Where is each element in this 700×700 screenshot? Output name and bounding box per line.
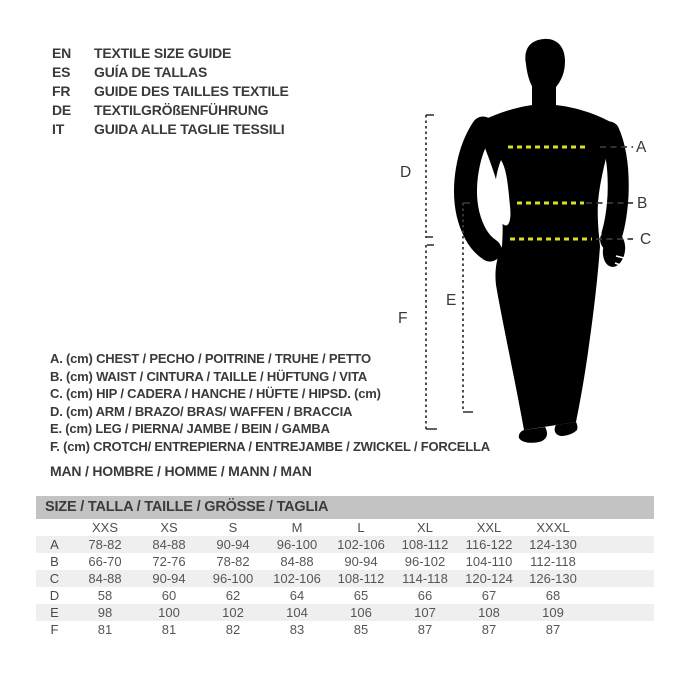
table-cell: 78-82	[88, 537, 122, 552]
language-title: GUIDA ALLE TAGLIE TESSILI	[94, 121, 285, 137]
table-cell: 66-70	[88, 554, 122, 569]
arm-measure-line	[426, 115, 434, 238]
measurement-legend-arm: D. (cm) ARM / BRAZO/ BRAS/ WAFFEN / BRACCIA	[50, 403, 353, 419]
table-cell: 60	[161, 588, 177, 603]
table-cell: 102-106	[337, 537, 385, 552]
label-chest: A	[636, 139, 647, 156]
table-cell: 102	[222, 605, 244, 620]
language-code: ES	[52, 64, 71, 80]
table-cell: 108	[478, 605, 500, 620]
table-cell: 81	[97, 622, 113, 637]
table-cell: 65	[353, 588, 369, 603]
size-table-row-arm	[36, 587, 654, 604]
table-cell: 84-88	[152, 537, 186, 552]
table-cell: 96-102	[404, 554, 446, 569]
table-cell: 90-94	[152, 571, 186, 586]
row-label: F	[50, 622, 59, 637]
table-cell: 87	[481, 622, 497, 637]
column-header-xxxl: XXXL	[536, 520, 570, 535]
table-cell: 64	[289, 588, 305, 603]
table-cell: 84-88	[280, 554, 314, 569]
table-cell: 109	[542, 605, 564, 620]
table-cell: 90-94	[216, 537, 250, 552]
table-cell: 126-130	[529, 571, 577, 586]
measurement-legend	[50, 350, 490, 456]
table-cell: 68	[545, 588, 561, 603]
table-cell: 66	[417, 588, 433, 603]
table-cell: 90-94	[344, 554, 378, 569]
size-table	[36, 496, 654, 638]
row-label: C	[49, 571, 60, 586]
table-cell: 112-118	[530, 554, 576, 569]
column-header-xl: XL	[417, 520, 433, 535]
size-table-header-row	[36, 519, 654, 536]
table-cell: 58	[97, 588, 113, 603]
column-header-xxl: XXL	[476, 520, 502, 535]
row-label: E	[50, 605, 59, 620]
label-waist: B	[637, 195, 648, 212]
category-line: MAN / HOMBRE / HOMME / MANN / MAN	[50, 463, 312, 479]
label-leg: E	[446, 292, 457, 309]
language-row-es	[52, 63, 289, 82]
language-title: GUÍA DE TALLAS	[94, 64, 208, 80]
column-header-s: S	[228, 520, 238, 535]
table-cell: 96-100	[212, 571, 254, 586]
table-cell: 108-112	[337, 571, 385, 586]
table-cell: 62	[225, 588, 241, 603]
table-cell: 87	[417, 622, 433, 637]
table-cell: 106	[350, 605, 372, 620]
row-label: D	[49, 588, 60, 603]
table-cell: 84-88	[88, 571, 122, 586]
table-cell: 98	[97, 605, 113, 620]
size-table-row-chest	[36, 536, 654, 553]
label-arm: D	[400, 164, 412, 181]
table-cell: 108-112	[401, 537, 449, 552]
table-cell: 114-118	[402, 571, 448, 586]
measurement-legend-leg: E. (cm) LEG / PIERNA/ JAMBE / BEIN / GAMBA	[50, 421, 330, 437]
table-cell: 104-110	[465, 554, 513, 569]
measurement-legend-waist: B. (cm) WAIST / CINTURA / TAILLE / HÜFTUNG / VITA	[50, 368, 368, 384]
column-header-xxs: XXS	[91, 520, 118, 535]
size-table-row-leg	[36, 604, 654, 621]
language-row-fr	[52, 82, 289, 101]
table-cell: 67	[481, 588, 497, 603]
column-header-l: L	[357, 520, 365, 535]
language-row-de	[52, 101, 289, 120]
language-row-en	[52, 44, 289, 63]
measurement-legend-chest: A. (cm) CHEST / PECHO / POITRINE / TRUHE / PETTO	[50, 351, 371, 366]
table-cell: 116-122	[465, 537, 513, 552]
language-code: DE	[52, 102, 72, 118]
size-table-row-hip	[36, 570, 654, 587]
table-cell: 83	[289, 622, 305, 637]
language-code: IT	[52, 121, 65, 137]
language-title: GUIDE DES TAILLES TEXTILE	[94, 83, 289, 99]
column-header-xs: XS	[160, 520, 178, 535]
table-cell: 87	[545, 622, 561, 637]
table-cell: 72-76	[152, 554, 186, 569]
language-code: FR	[52, 83, 71, 99]
language-row-it	[52, 120, 289, 139]
table-cell: 107	[414, 605, 436, 620]
size-table-title: SIZE / TALLA / TAILLE / GRÖSSE / TAGLIA	[36, 496, 654, 519]
language-title-list	[52, 44, 289, 139]
language-code: EN	[52, 45, 72, 61]
measurement-legend-hip: C. (cm) HIP / CADERA / HANCHE / HÜFTE / HIPSD. (cm)	[50, 386, 381, 402]
table-cell: 85	[353, 622, 369, 637]
table-cell: 82	[225, 622, 241, 637]
column-header-m: M	[291, 520, 303, 535]
table-cell: 104	[286, 605, 308, 620]
measurement-legend-crotch: F. (cm) CROTCH/ ENTREPIERNA / ENTREJAMBE / ZWICKEL / FORCELLA	[50, 438, 490, 454]
size-table-row-waist	[36, 553, 654, 570]
table-cell: 81	[161, 622, 177, 637]
row-label: B	[50, 554, 59, 569]
table-cell: 100	[158, 605, 180, 620]
label-hip: C	[640, 231, 652, 248]
table-cell: 124-130	[529, 537, 577, 552]
table-cell: 120-124	[465, 571, 513, 586]
language-title: TEXTILE SIZE GUIDE	[94, 45, 232, 61]
language-title: TEXTILGRÖßENFÜHRUNG	[94, 102, 269, 118]
table-cell: 96-100	[276, 537, 318, 552]
table-cell: 102-106	[273, 571, 321, 586]
size-table-row-crotch	[36, 621, 654, 638]
row-label: A	[50, 537, 59, 552]
table-cell: 78-82	[216, 554, 250, 569]
label-crotch: F	[398, 310, 408, 327]
